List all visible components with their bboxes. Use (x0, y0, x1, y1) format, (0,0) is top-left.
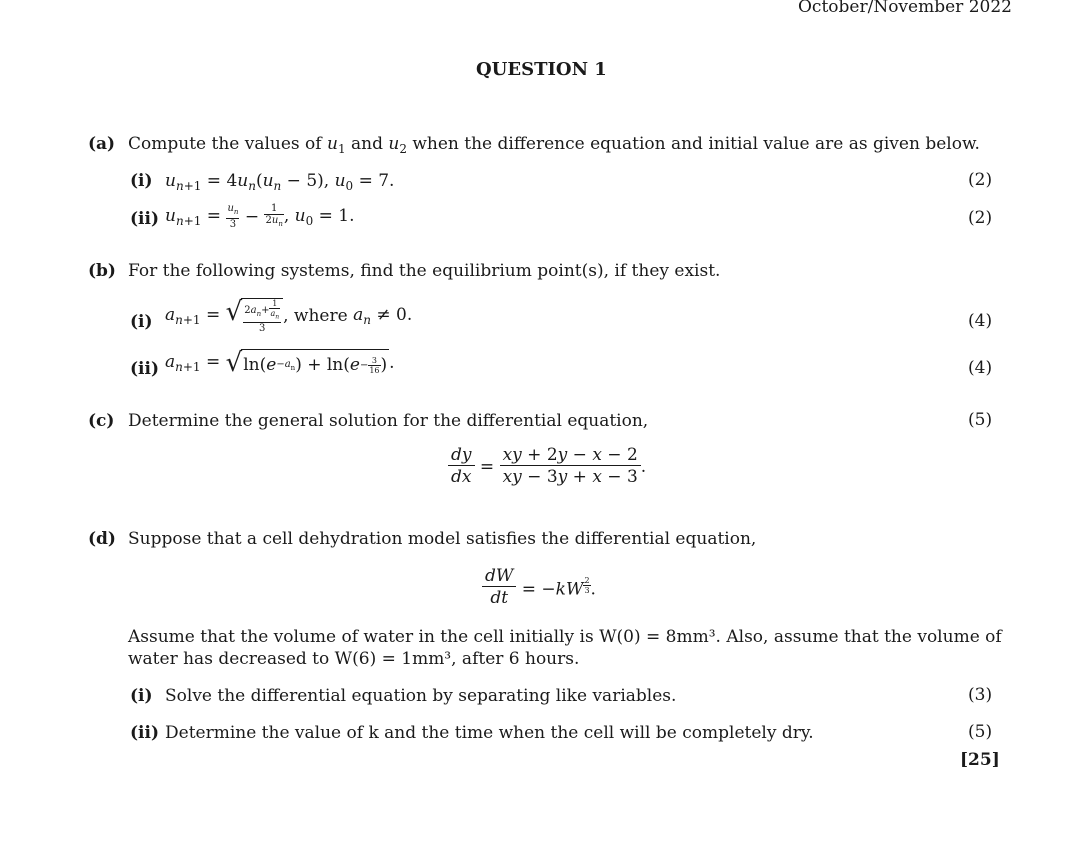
part-a-i-equation: $u_{n+1} = 4u_n(u_n - 5)$, $u_0 = 7$. (165, 171, 395, 193)
part-a-ii-marks: (2) (968, 208, 993, 228)
part-b-i-where: , where (283, 305, 348, 326)
part-b-i-label: (i) (130, 312, 153, 332)
part-b-label: (b) (88, 261, 116, 281)
question-title: QUESTION 1 (476, 59, 607, 80)
part-b-text: For the following systems, find the equilibrium point(s), if they exist. (128, 261, 721, 281)
part-d-i-text: Solve the differential equation by separating like variables. (165, 686, 677, 706)
part-a-text: Compute the values of $u_1$ and $u_2$ when the difference equation and initial value are as given below. (128, 134, 980, 156)
part-c-equation: $\frac{dy}{dx}$ = $\frac{xy + 2y - x - 2}{xy - 3y + x - 3}$ . (448, 445, 646, 488)
part-d-assume-line-1: Assume that the volume of water in the cell initially is W(0) = 8mm³. Also, assume that the volume of (128, 627, 1002, 647)
part-b-ii-label: (ii) (130, 359, 160, 379)
part-c-text: Determine the general solution for the differential equation, (128, 411, 649, 431)
exam-date: October/November 2022 (798, 0, 1012, 17)
total-marks: [25] (960, 750, 1000, 770)
part-a-label: (a) (88, 134, 116, 154)
part-a-i-marks: (2) (968, 170, 993, 190)
part-d-equation: $\frac{dW}{dt}$ = −kW $^{\frac{2}{3}}$ . (482, 566, 596, 609)
part-a-ii-equation: $u_{n+1}$ = $\frac{u_n}{3}$ − $\frac{1}{2u_n}$ , $u_0 = 1$. (165, 203, 355, 230)
part-b-i-marks: (4) (968, 311, 993, 331)
part-d-i-marks: (3) (968, 685, 993, 705)
part-c-marks: (5) (968, 410, 993, 430)
part-c-label: (c) (88, 411, 115, 431)
part-d-i-label: (i) (130, 686, 153, 706)
part-d-label: (d) (88, 529, 116, 549)
part-d-ii-marks: (5) (968, 722, 993, 742)
part-d-ii-text: Determine the value of k and the time when the cell will be completely dry. (165, 723, 814, 743)
part-a-i-label: (i) (130, 171, 153, 191)
part-b-ii-equation: $a_{n+1}$ = √ ln( e $-a_n$ ) + ln( e − $\frac{3}{16}$ ) . (165, 348, 395, 378)
part-d-assume-line-2: water has decreased to W(6) = 1mm³, after 6 hours. (128, 649, 580, 669)
part-b-i-equation: $a_{n+1}$ = √ $2a_n+$ $\frac{1}{a_n}$ 3 , where $a_n \ne 0$. (165, 297, 413, 334)
part-b-ii-marks: (4) (968, 358, 993, 378)
part-a-ii-label: (ii) (130, 209, 160, 229)
part-d-text: Suppose that a cell dehydration model satisfies the differential equation, (128, 529, 757, 549)
part-d-ii-label: (ii) (130, 723, 160, 743)
